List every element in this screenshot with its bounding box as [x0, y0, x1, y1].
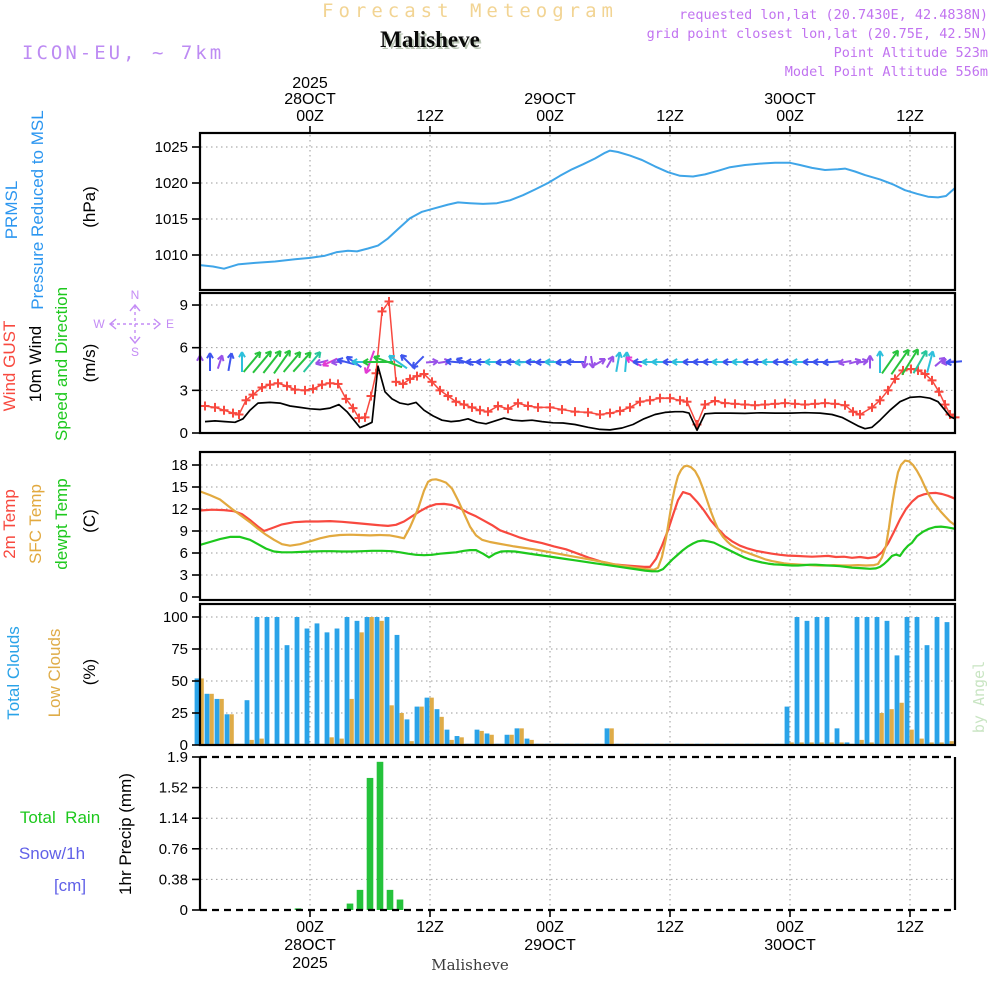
panel-border: [200, 133, 955, 290]
wind-arrow-head: [374, 356, 380, 357]
y-tick-label: 50: [171, 673, 188, 690]
y-tick-label: 1.9: [167, 748, 188, 766]
y-tick-label: 0: [179, 737, 188, 754]
total-cloud-bar: [855, 617, 860, 745]
wind-arrow-head: [290, 351, 291, 357]
top-year-label: 2025: [292, 75, 328, 92]
watermark: by Angel: [970, 660, 988, 734]
y-tick-label: 0: [179, 902, 188, 919]
total-cloud-bar: [475, 730, 480, 745]
wind-arrow-head: [319, 352, 320, 358]
total-cloud-bar: [415, 707, 420, 745]
total-cloud-bar: [885, 621, 890, 745]
total-cloud-bar: [925, 645, 930, 745]
total-cloud-bar: [275, 617, 280, 745]
total-cloud-bar: [895, 655, 900, 745]
low-cloud-bar: [520, 728, 524, 745]
wind-arrow-head: [259, 352, 260, 358]
pressure-reduced-label: Pressure Reduced to MSL: [28, 110, 47, 310]
y-tick-label: 1025: [154, 139, 188, 156]
wind-arrow-head: [457, 358, 463, 359]
temp-unit-label: (C): [80, 509, 99, 533]
wind-arrow-head: [299, 352, 300, 358]
pressure-unit-label: (hPa): [80, 186, 99, 228]
low-cloud-bar: [440, 717, 444, 745]
total-cloud-bar: [195, 678, 200, 745]
total-cloud-bar: [905, 617, 910, 745]
low-cloud-bar: [880, 713, 884, 745]
page-title: Forecast Meteogram: [322, 0, 618, 22]
wind-10m-label: 10m Wind: [26, 325, 45, 403]
wind-direction-arrow: [882, 351, 898, 374]
requested-coords: requested lon,lat (20.7430E, 42.4838N): [679, 7, 988, 23]
wind-arrow-head: [280, 351, 281, 357]
total-cloud-bar: [915, 617, 920, 745]
model-altitude: Model Point Altitude 556m: [784, 64, 988, 80]
total-cloud-bar: [215, 699, 220, 745]
top-hour-label: 00Z: [296, 108, 324, 125]
y-tick-label: 1020: [154, 175, 188, 192]
compass-rose: [93, 288, 174, 359]
point-altitude: Point Altitude 523m: [833, 45, 988, 61]
panel-border: [200, 452, 955, 600]
compass-east: E: [165, 317, 175, 331]
model-label: ICON-EU, ~ 7km: [22, 42, 225, 64]
y-tick-label: 6: [179, 339, 188, 357]
y-tick-label: 15: [171, 479, 188, 497]
wind-arrow-head: [620, 352, 622, 358]
top-hour-label: 00Z: [536, 108, 564, 125]
y-tick-label: 3: [179, 382, 188, 400]
low-cloud-bar: [890, 709, 894, 745]
rain-bar: [357, 890, 364, 910]
total-cloud-bar: [605, 728, 610, 745]
total-cloud-bar: [335, 629, 340, 745]
y-tick-label: 12: [171, 501, 188, 519]
y-tick-label: 1015: [154, 211, 188, 228]
total-cloud-bar: [205, 694, 210, 745]
low-cloud-bar: [330, 737, 334, 745]
total-cloud-bar: [505, 735, 510, 745]
compass-south: S: [130, 345, 140, 359]
total-rain-label: Total Rain: [19, 808, 101, 827]
low-cloud-bar: [360, 632, 364, 745]
total-cloud-bar: [385, 617, 390, 745]
bottom-hour-label: 00Z: [776, 919, 804, 936]
total-cloud-bar: [315, 623, 320, 745]
total-cloud-bar: [365, 617, 370, 745]
rain-bar: [377, 762, 384, 910]
y-tick-label: 0: [179, 425, 188, 442]
plot-layers: [155, 75, 962, 972]
total-cloud-bar: [325, 632, 330, 745]
precip-unit-label: 1hr Precip (mm): [116, 773, 135, 895]
total-cloud-bar: [865, 617, 870, 745]
low-cloud-bar: [900, 703, 904, 745]
speed-direction-label: Speed and Direction: [52, 286, 71, 442]
wind-arrow-head: [933, 351, 935, 357]
top-hour-label: 12Z: [656, 108, 684, 125]
grid-point-coords: grid point closest lon,lat (20.75E, 42.5N): [646, 26, 988, 42]
total-cloud-bar: [255, 617, 260, 745]
total-cloud-bar: [295, 617, 300, 745]
clouds-unit-label: (%): [80, 658, 99, 686]
total-cloud-bar: [305, 629, 310, 745]
wind-arrow-head: [270, 351, 271, 357]
y-tick-label: 18: [171, 457, 188, 475]
low-cloud-bar: [910, 730, 914, 745]
total-cloud-bar: [515, 728, 520, 745]
wind-direction-arrow: [263, 351, 280, 373]
total-cloud-bar: [785, 707, 790, 745]
total-cloud-bar: [395, 635, 400, 745]
snow-label: Snow/1h: [18, 844, 86, 863]
snow-unit-label: [cm]: [53, 876, 87, 895]
top-date-label: 30OCT: [764, 91, 816, 108]
total-cloud-bar: [835, 728, 840, 745]
series-2m-temp: [200, 492, 955, 567]
low-cloud-bar: [390, 705, 394, 745]
total-cloud-bar: [825, 617, 830, 745]
top-date-label: 28OCT: [284, 91, 336, 108]
wind-arrow-head: [337, 358, 343, 360]
total-cloud-bar: [345, 617, 350, 745]
total-cloud-bar: [455, 736, 460, 745]
footer-station: Malisheve: [431, 956, 509, 974]
wind-unit-label: (m/s): [80, 343, 99, 383]
wind-arrow-head: [908, 350, 909, 356]
prmsl-label: PRMSL: [2, 180, 21, 240]
bottom-hour-label: 00Z: [296, 919, 324, 936]
compass-north: N: [130, 288, 140, 302]
temp-dewpt-label: dewpt Temp: [52, 478, 71, 570]
y-tick-label: 1.14: [158, 810, 188, 828]
total-cloud-bar: [355, 621, 360, 745]
y-tick-label: 1010: [154, 247, 188, 264]
series-prmsl: [200, 151, 955, 269]
total-cloud-bar: [405, 719, 410, 745]
y-tick-label: 0.38: [158, 871, 188, 889]
bottom-hour-label: 12Z: [896, 919, 924, 936]
wind-arrow-head: [582, 362, 584, 368]
rain-bar: [397, 900, 404, 910]
low-cloud-bar: [460, 737, 464, 745]
low-cloud-bar: [420, 707, 424, 745]
bottom-hour-label: 12Z: [656, 919, 684, 936]
total-cloud-bar: [245, 700, 250, 745]
wind-gust-label: Wind GUST: [0, 320, 19, 412]
low-cloud-bar: [430, 698, 434, 745]
wind-arrow-head: [232, 353, 234, 359]
total-cloud-bar: [815, 617, 820, 745]
y-tick-label: 0.76: [158, 840, 188, 858]
top-date-label: 29OCT: [524, 91, 576, 108]
top-hour-label: 12Z: [416, 108, 444, 125]
y-tick-label: 3: [179, 567, 188, 585]
y-tick-label: 0: [179, 589, 188, 606]
y-tick-label: 6: [179, 545, 188, 563]
series-10m-wind: [205, 366, 955, 430]
low-cloud-bar: [400, 713, 404, 745]
bottom-date-label: 28OCT: [284, 937, 336, 954]
bottom-year-label: 2025: [292, 955, 328, 972]
low-cloud-bar: [350, 699, 354, 745]
rain-bar: [367, 778, 374, 910]
total-cloud-bar: [225, 714, 230, 745]
total-cloud-bar: [285, 645, 290, 745]
total-cloud-bar: [795, 617, 800, 745]
y-tick-label: 100: [162, 609, 188, 626]
total-cloud-bar: [945, 622, 950, 745]
wind-direction-arrow: [244, 352, 261, 372]
total-cloud-bar: [265, 617, 270, 745]
total-cloud-bar: [445, 730, 450, 745]
low-cloud-bar: [210, 694, 214, 745]
low-cloud-bar: [370, 617, 374, 745]
y-tick-label: 9: [179, 523, 188, 541]
low-clouds-label: Low Clouds: [45, 628, 64, 718]
y-tick-label: 1.52: [158, 779, 188, 797]
bottom-date-label: 29OCT: [524, 937, 576, 954]
y-tick-label: 25: [171, 705, 188, 722]
total-cloud-bar: [935, 617, 940, 745]
y-tick-label: 75: [171, 641, 188, 658]
wind-arrow-head: [898, 351, 899, 357]
low-cloud-bar: [230, 714, 234, 745]
total-cloud-bar: [875, 617, 880, 745]
total-cloud-bar: [425, 698, 430, 745]
low-cloud-bar: [610, 728, 614, 745]
panel-border: [200, 604, 955, 745]
wind-arrow-head: [365, 367, 366, 373]
top-hour-label: 00Z: [776, 108, 804, 125]
rain-bar: [387, 890, 394, 910]
low-cloud-bar: [480, 731, 484, 745]
bottom-hour-label: 12Z: [416, 919, 444, 936]
low-cloud-bar: [510, 735, 514, 745]
total-cloud-bar: [485, 733, 490, 745]
y-tick-label: 9: [179, 297, 188, 315]
total-cloud-bar: [805, 621, 810, 745]
temp-sfc-label: SFC Temp: [26, 484, 45, 564]
low-cloud-bar: [490, 735, 494, 745]
compass-west: W: [93, 317, 105, 331]
wind-direction-arrow: [293, 352, 310, 371]
wind-arrow-head: [222, 355, 223, 361]
station-title: Malisheve: [380, 27, 480, 52]
wind-direction-arrow: [274, 351, 290, 374]
wind-arrow-head: [389, 356, 395, 357]
wind-arrow-head: [347, 357, 353, 358]
low-cloud-bar: [380, 621, 384, 745]
wind-arrow-head: [309, 352, 310, 358]
total-cloud-bar: [375, 617, 380, 745]
bottom-date-label: 30OCT: [764, 937, 816, 954]
total-clouds-label: Total Clouds: [4, 626, 23, 720]
bottom-hour-label: 00Z: [536, 919, 564, 936]
temp-2m-label: 2m Temp: [0, 489, 19, 559]
top-hour-label: 12Z: [896, 108, 924, 125]
low-cloud-bar: [220, 699, 224, 745]
total-cloud-bar: [435, 709, 440, 745]
